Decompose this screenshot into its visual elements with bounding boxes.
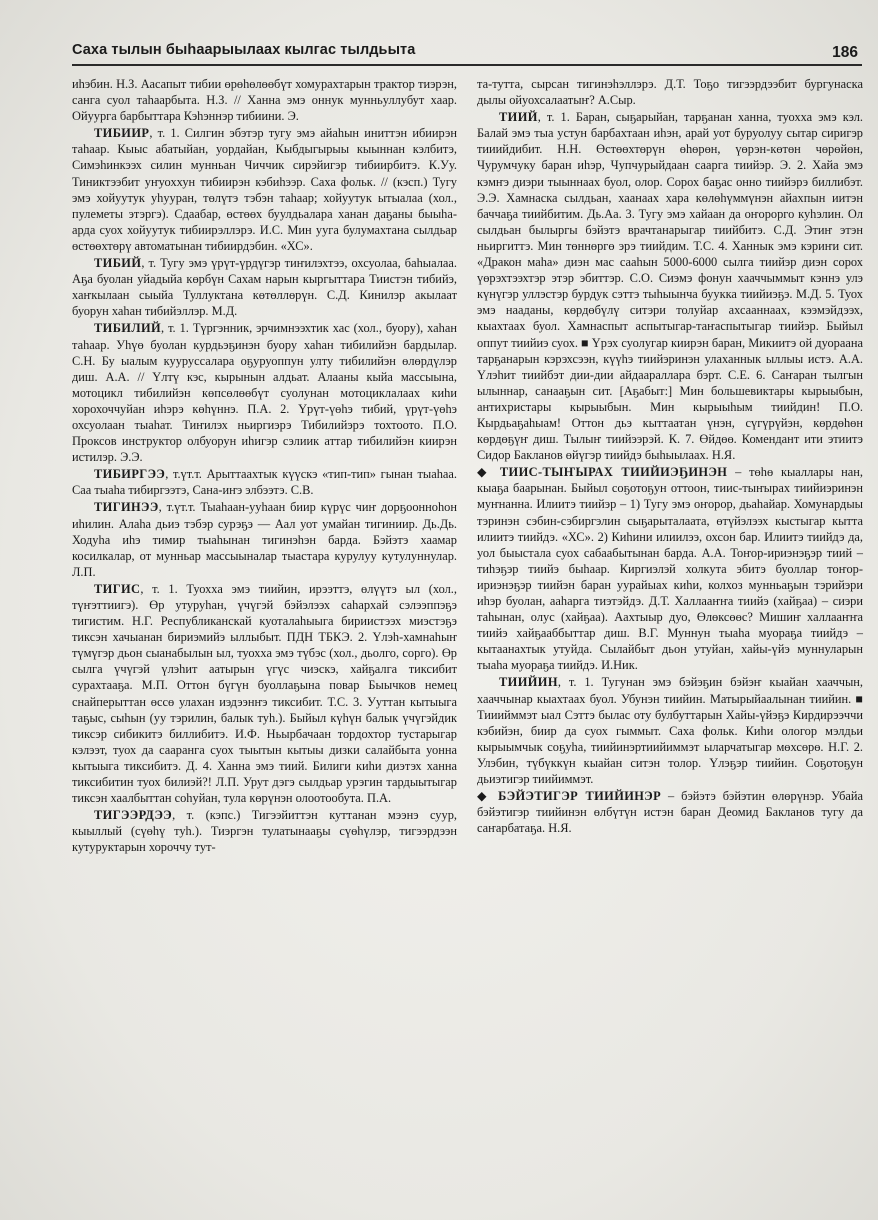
running-title: Саха тылын быһаарыылаах кылгас тылдьыта bbox=[72, 42, 416, 58]
continuation-paragraph bbox=[477, 76, 863, 108]
continuation-paragraph bbox=[72, 76, 457, 124]
dictionary-entry bbox=[72, 125, 457, 254]
entry-text: , т. 1. Тугунан эмэ бэйэҕин бэйэҥ кыайан хааччын, хааччынар кыахтаах буол. Убунэн тиийин. Матырыйаалынан тиийин. ■ Тииийммэт ыал Сэттэ былас оту булбуттарын Хайы-үйэҕэ Кирдирээччи кэбийэн, биир да суох гыммыт. Саха фольк. Киһи ологор мэлдьи кырыымчык соҕуһа, тиийинэртиийиммэт ыларчатыгар мөхсөрө. Н.Г. 2. Улэбин, түбүккүн кыайан ситэн толор. Үлэҕэр тиийин. Соҕотоҕун дьиэтигэр тиийиммэт. bbox=[477, 675, 863, 787]
entry-text: , т. Тугу эмэ үрүт-үрдүгэр тиҥилэхтээ, охсуолаа, баһыалаа. Аҕа буолан уйадыйа көрбүн Сахам нарын кыргыттара Тиистэн тибийэ, хаҥкылаан сыыйа Туллуктана көтөллөрүн. С.Д. Кинилэр акылаат буорун хаһан тибийэллэр. М.Д. bbox=[72, 256, 457, 319]
entry-text: та-тутта, сырсан тигинэһэллэрэ. Д.Т. Тоҕо тигээрдээбит бургунаска дылы ойуохсалаатыҥ? А.Сыр. bbox=[477, 77, 863, 108]
dictionary-entry bbox=[72, 320, 457, 465]
dictionary-entry bbox=[477, 674, 863, 787]
entry-text: , т. 1. Туохха эмэ тиийин, ирээттэ, өлүүтэ ыл (хол., түҥэттиигэ). Өр утуруһан, үчүгэй бэйэлээх саһархай сэлээппэҕэ тигистим. Н.Г. Республиканскай куоталаһыыга бириистээх миэстэҕэ тиксэн хачыанан бириэмийэ ыллыбыт. ПДН ТБКЭ. 2. Үлэһ-хамнаһыҥ түмүгэр дьон сыанабылын ыл, туохха эмэ түбэс (хол., дьолго, сорго). Өр сылга үчүгэй үлэһит аатырын үгүс чиэскэ, хайҕалга тиксибит сурахтааҕа. М.П. Оттон бүгүн буоллаҕына повар Быычков немец снайперыттан өссө улахан иэдээнҥэ тиксибит. Т.С. 3. Ууттан кытыыга таҕыс, сыһын (уу тэрилин, балык туһ.). Быйыл күһүн балык үчүгэйдик тиксэр сибикитэ биллибитэ. И.Ф. Ньырбачаан тордохтор тустарыгар кэлээт, туох да сааранга суох тыытын кытыы дизки салайбыта уонна кытыыга тиксибитэ. Д. 4. Ханна эмэ тиий. Билиги киһи диэтэх ханна тиксибитин туох билиэй?! Л.П. Урут дэгэ сылдьар урэгин тардыытыгар тиксэн хаалбыттан соһуйан, тула көрүнэн олоотообута. П.А. bbox=[72, 581, 457, 806]
page-number: 186 bbox=[832, 44, 858, 61]
dictionary-entry bbox=[72, 499, 457, 579]
dictionary-entry bbox=[72, 807, 457, 855]
entry-headword: ТИГИНЭЭ bbox=[94, 500, 159, 515]
entry-headword: ТИБИИР bbox=[94, 126, 150, 141]
entry-text: – бэйэтэ бэйэтин өлөрүнэр. Убайа бэйэтигэр тиийинэн өлбүтүн истэн баран Деомид Бакланов тугу да саҥарбатаҕа. Н.Я. bbox=[477, 789, 863, 836]
entry-text: , т. 1. Силгин эбэтэр тугу эмэ айаһын иниттэн ибиирэн таһаар. Кыыс абатыйан, уордайан, Кыбдыгырыы кыыннан кэлбитэ, Симэһинкээх силин мунньан Чиччик сирэйигэр тибиирбитэ. К.Уу. Тиниктээбит уҥуоххун тибиирэн кэбиһээр. Саха фольк. // (кэсп.) Тугу эмэ хойуутук уһууран, төлүтэ тэбэн таһаар; хойуутук ытыалаа (хол., пулеметы этэргэ). Сдаабар, өстөөх буулдьалара ханан даҕаны быыһа-арда суох хойуутук тибиирэллэрэ. И.С. Мин ууга булумахтана сылдьар өстөөхтөрү автоматынан тибиирдэбин. «ХС». bbox=[72, 126, 457, 253]
idiom-headword: ◆ ТИИС-ТЫҤЫРАХ ТИИЙИЭҔИНЭН bbox=[477, 465, 728, 480]
entry-headword: ТИГЭЭРДЭЭ bbox=[94, 808, 173, 823]
entry-headword: ТИИЙ bbox=[499, 110, 538, 125]
entry-text: , т. 1. Түргэнник, эрчимнээхтик хас (хол., буору), хаһан таһаар. Уһүө буолан курдьэҕинэн буору хаһан тибилийэн бардылар. С.Н. Бу ыалым кууруссалара оҕуруоппун улту тибилийэн өлөрдүлэр диш. А.А. // Үлтү кэс, кырынын алдьат. Алааны кыйа массыына, мотоцикл тибилийэн көпсөлөөбүт суолунан мотоциклалаах киһи хорохоччуйан иһэрэ көһүннэ. П.А. 2. Үрүт-үөһэ тибий, үрүт-үөһэ охсуолаан тыаһат. Тиҥилэх ньиргиэрэ Тибилийэрэ тохтоото. П.О. Проксов инструктор олбуорун иһигэр сэлиик аттар тибилийэн киирэн истилэр. Э.Э. bbox=[72, 321, 457, 465]
idiom-headword: ◆ БЭЙЭТИГЭР ТИИЙИНЭР bbox=[477, 789, 662, 804]
header-rule bbox=[72, 64, 862, 66]
entry-headword: ТИГИС bbox=[94, 581, 141, 596]
idiom-entry bbox=[477, 464, 863, 673]
idiom-entry bbox=[477, 788, 863, 836]
dictionary-entry bbox=[72, 581, 457, 806]
entry-headword: ТИБИРГЭЭ bbox=[94, 467, 166, 482]
entry-text: , т.үт.т. Арыттаахтык күүскэ «тип-тип» гынан тыаһаа. Саа тыаһа тибиргээтэ, Сана-иҥэ элбээтэ. С.В. bbox=[72, 467, 457, 498]
page-header bbox=[72, 38, 862, 64]
entry-headword: ТИБИЙ bbox=[94, 256, 142, 271]
left-column bbox=[72, 76, 457, 857]
entry-text: , т. (кэпс.) Тигээйиттэн куттанан мээнэ суур, кыыллый (сүөһү туһ.). Тиэргэн тулатынааҕы сүөһүлэр, тигээрдээн кутуруктарын хороччу тут- bbox=[72, 808, 457, 855]
right-column bbox=[477, 76, 863, 837]
entry-text: , т. 1. Баран, сыҕарыйан, тарҕанан ханна, туохха эмэ кэл. Балай эмэ тыа устун барбахтаан иһэн, арай уот буруолуу сытар сиригэр тииийдибит. Н.Н. Өстөөхтөрүн өһөрөн, үөрэн-көтөн чөрөйөн, Чурумчуку баран иһэр, Чупчурыйдаан саарга тиийэр. Э. 2. Хайа эмэ кэмҥэ диэри тыыннаах буол, олор. Сорох баҕас онно тиийэрэ биллибэт. Э.Э. Хамнаска сылдьан, хаанаах хара көлөһүммүнэн айахпын иитэн баччаҕа тиийбитим. Дь.Аа. 3. Тугу эмэ хайаан да оҥорорго куһэлин. Ол сылдьан былыргы бэйэтэ врачтанарыгар тиийбитэ. С.Д. Этиҥ этэн ньиргиттэ. Мин төннөргө эрэ тиийдим. Т.С. 4. Ханнык эмэ кэриҥи сит. «Дракон маһа» диэн мас сааһын 5000-6000 сылга тиийэр диэн сорох үөрэхтээхтэр этэр эбиттэр. С.О. Сиэмэ фонун хааччыммыт кэннэ улэ күнүгэр уллэстэр бурдук сэттэ тыһыынча буукка тиийиэҕэ. М.Д. 5. Туох эмэ нааданы, көрдөбүлү ситэри толуйар ахсааннаах, кээмэйдээх, кыахтаах буол. Хамнаспыт аспытыгар-таҥаспытыгар тиийэр. Быйыл оппут тиийиэ суох. ■ Үрэх суолугар киирэн баран, Микиитэ ой дуораана тарҕанарын кэрэхсээн, күүһэ тиийэринэн улаханнык ыллыы истэ. А.А. Үлэһит тиийбэт дии-дии айдаараллара бэрт. С.Е. 6. Саҥаран тылгын ылыннар, санааҕын сит. [Аҕабыт:] Мин большевиктары кырыыбын, антихристары кырыыбын. Мин кырыыһым тиийдин! П.О. Кырдьаҕаһыам! Оттон дьэ кыттаатан үнэн, сүгүрүйэн, көрдөһөн көрдөҕүҥ диш. Тылыҥ тиийээрэй. К. 7. Өйдөө. Комендант ити этиитэ Сидор Бакланов өйүгэр тиийдэ быһыылаах. Н.Я. bbox=[477, 110, 863, 463]
dictionary-entry bbox=[72, 255, 457, 319]
dictionary-entry bbox=[477, 109, 863, 463]
entry-headword: ТИИЙИН bbox=[499, 675, 558, 690]
entry-text: , т.үт.т. Тыаһаан-ууһаан биир күрүс чиҥ дорҕоонноһон иһилин. Алаһа дьиэ тэбэр сурэҕэ — Аал уот умайан тигиниир. Дь.Дь. Ходуһа иһэ тимир тыаһынан тигинэһэн барда. Бэйэтэ хаамар косилкалар, от мунньар массыыналар тыастара курулуу кутулуннулар. Л.П. bbox=[72, 500, 457, 579]
entry-headword: ТИБИЛИЙ bbox=[94, 321, 162, 336]
dictionary-entry bbox=[72, 466, 457, 498]
entry-text: – төһө кыаллары нан, кыаҕа баарынан. Быйыл соҕотоҕун оттоон, тиис-тыҥырах тиийиэринэн муҥнанна. Илиитэ тиийэр – 1) Тугу эмэ оҥорор, дьаһайар. Хомунардыы тэринэн сэбин-сэбиргэлин сыҕарыталаата, өтүйэлээх кыстыгар кытта илиитэ тиийдэ. «ХС». 2) Киһини илиилээ, охсон бар. Илиитэ тиийдэ да, уол быыстала суох сабаабытынан барда. А.А. Тоҥор-ириэнэҕэр тиий – тиһэҕэр тиийэ быһаар. Киргиэлэй холкута эбитэ буоллар тоҥор-ириэнэҕэр тиийэн баран уурайыах киһи, колхоз мунньаҕын тэрийэри иһэр буолан, ааһарга тиэтэйдэ. Д.Т. Халлааҥҥа тиийэ (хайҕаа) – сиэри таһынан, олус (хайҕаа). Аахтыыр дуо, Өлөксөөс? Мишиҥ халлааҥҥа тиийэ хайҕааббыттар диш. В.Г. Муннун тыаһа муораҕа тиийдэ – кытаанахтык утуйда. Сылайбыт дьон утуйан, хайы-үйэ муннуларын тыаһа муораҕа тиийдэ. И.Ник. bbox=[477, 465, 863, 673]
entry-text: иһэбин. Н.З. Аасапыт тибии өрөһөлөөбүт хомурахтарын трактор тиэрэн, санга суол таһаарбыта. Н.З. // Ханна эмэ оннук мунньуллубут хаар. Ойуурга барбыттара Кэһэннэр тибиини. Э. bbox=[72, 77, 457, 124]
